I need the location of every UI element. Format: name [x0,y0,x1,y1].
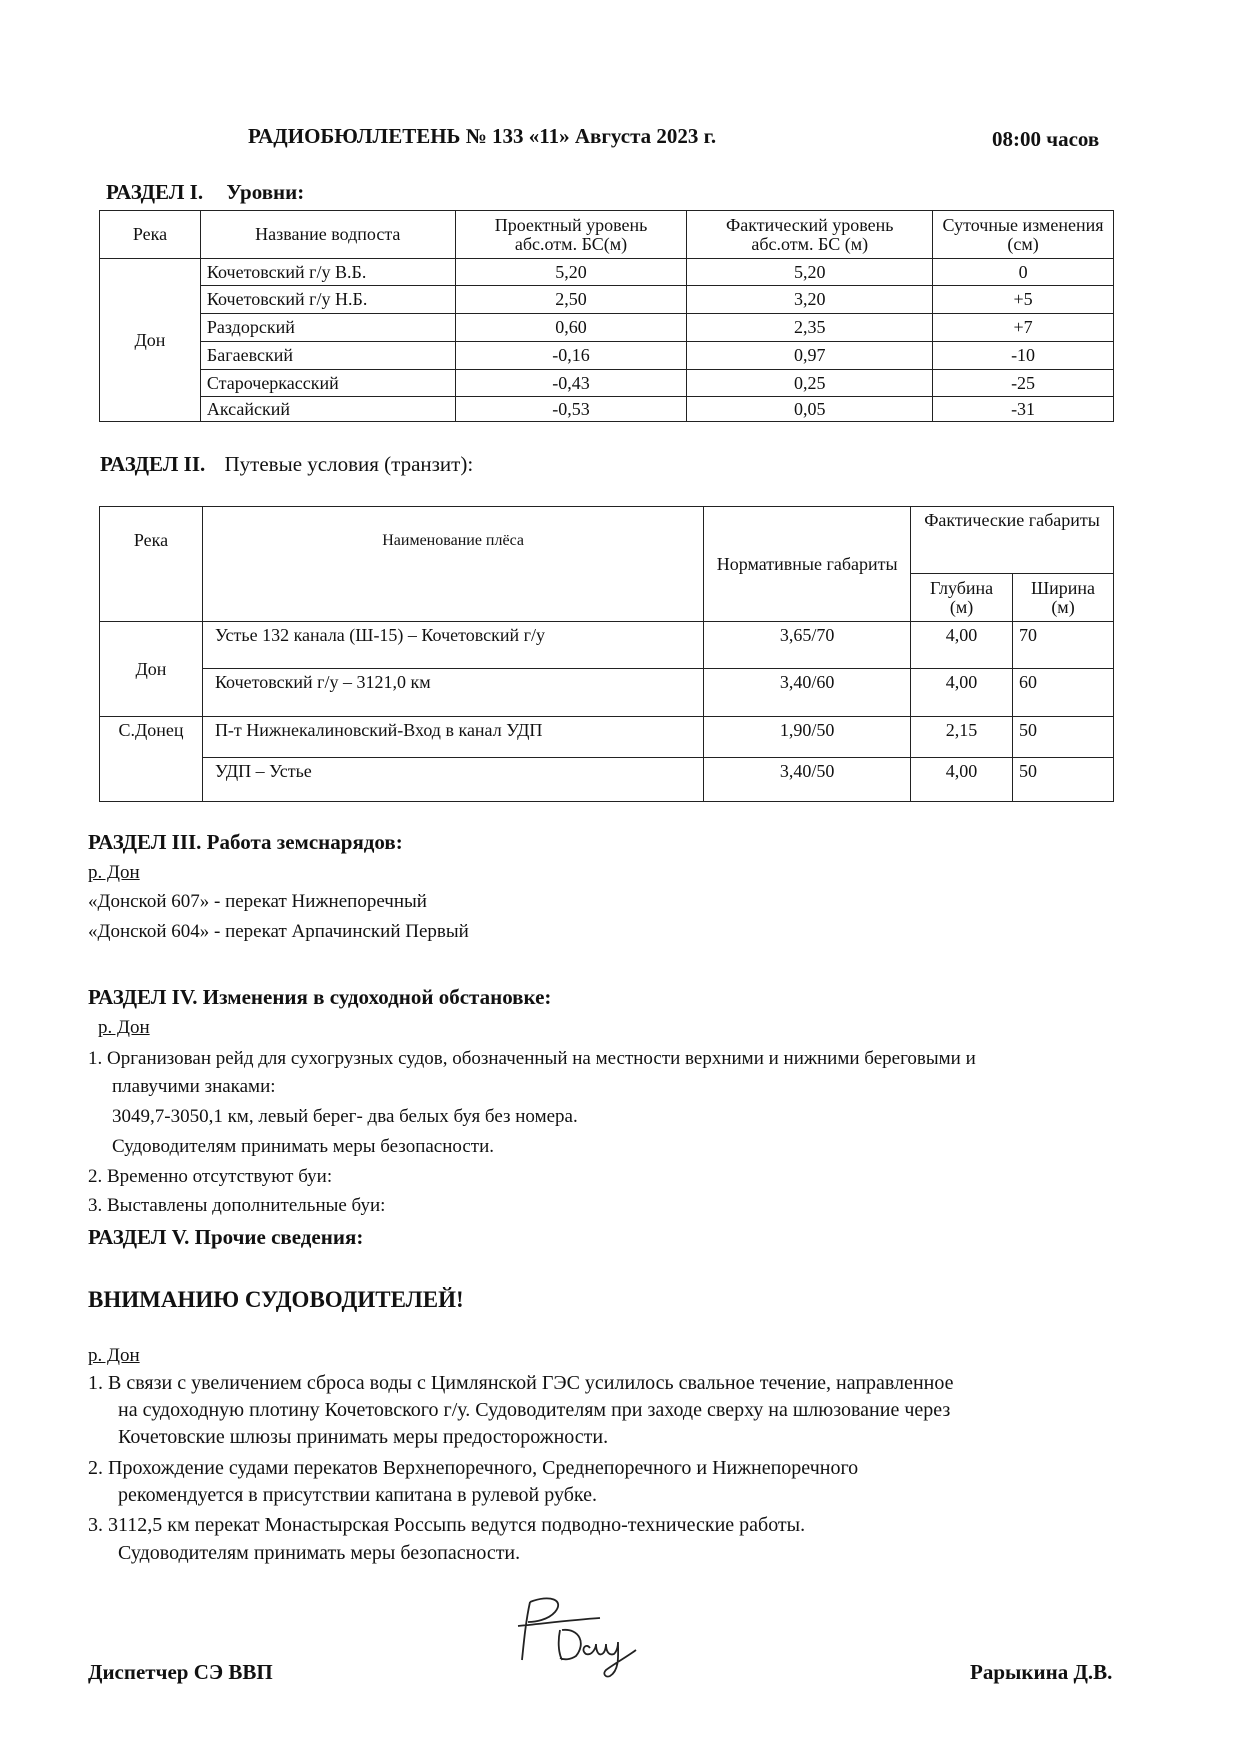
col-daily-change: Суточные изменения (см) [933,211,1114,259]
bulletin-time: 08:00 часов [992,127,1100,151]
attention-river: р. Дон [88,1345,140,1366]
col-width: Ширина (м) [1013,574,1114,622]
actual-level: 2,35 [687,314,933,342]
depth-value: 4,00 [911,758,1013,802]
section4-item1-line2: плавучими знаками: [112,1076,276,1097]
normative-value: 3,65/70 [704,622,911,669]
table-row [100,622,1114,669]
attention-item1-line3: Кочетовские шлюзы принимать меры предосторожности. [118,1426,609,1448]
section4-item1-line1: 1. Организован рейд для сухогрузных судов, обозначенный на местности верхними и нижними береговыми и [88,1048,976,1069]
levels-header-row [100,211,1114,259]
col-stretch: Наименование плёса [202,507,703,622]
design-level: -0,53 [455,397,687,422]
actual-level: 3,20 [687,286,933,314]
col-actual-level: Фактический уровень абс.отм. БС (м) [687,211,933,259]
daily-change: -25 [933,370,1114,397]
levels-table [99,210,1114,422]
section2-heading [100,452,473,477]
station-name: Кочетовский г/у Н.Б. [200,286,455,314]
section1-heading [106,180,304,205]
attention-item1-line2: на судоходную плотину Кочетовского г/у. Судоводителям при заходе сверху на шлюзование через [118,1399,951,1421]
table-row [100,370,1114,397]
daily-change: -10 [933,342,1114,370]
col-river: Река [100,507,203,622]
dispatcher-role: Диспетчер СЭ ВВП [88,1660,273,1684]
attention-item2-line1: 2. Прохождение судами перекатов Верхнепоречного, Среднепоречного и Нижнепоречного [88,1457,859,1479]
table-row [100,342,1114,370]
depth-value: 4,00 [911,669,1013,717]
actual-level: 5,20 [687,259,933,286]
daily-change: -31 [933,397,1114,422]
depth-value: 4,00 [911,622,1013,669]
width-value: 60 [1013,669,1114,717]
col-design-level: Проектный уровень абс.отм. БС(м) [455,211,687,259]
route-table [99,506,1114,802]
attention-item3-line1: 3. 3112,5 км перекат Монастырская Россыпь ведутся подводно-технические работы. [88,1514,806,1536]
station-name: Аксайский [200,397,455,422]
table-row [100,669,1114,717]
signature [510,1590,660,1685]
station-name: Раздорский [200,314,455,342]
normative-value: 3,40/60 [704,669,911,717]
width-value: 70 [1013,622,1114,669]
design-level: 5,20 [455,259,687,286]
design-level: -0,43 [455,370,687,397]
stretch-name: Кочетовский г/у – 3121,0 км [202,669,703,717]
dredger-line: «Донской 604» - перекат Арпачинский Первый [88,921,469,942]
actual-level: 0,97 [687,342,933,370]
attention-item2-line2: рекомендуется в присутствии капитана в рулевой рубке. [118,1484,597,1506]
section3-heading: РАЗДЕЛ III. Работа земснарядов: [88,830,403,854]
section1-title: Уровни: [226,180,305,204]
dredger-line: «Донской 607» - перекат Нижнепоречный [88,891,427,912]
section2-title: Путевые условия (транзит): [224,452,474,476]
stretch-name: П-т Нижнекалиновский-Вход в канал УДП [202,717,703,758]
section5-heading: РАЗДЕЛ V. Прочие сведения: [88,1225,364,1249]
river-cell: Дон [100,622,203,717]
col-normative: Нормативные габариты [704,507,911,622]
station-name: Кочетовский г/у В.Б. [200,259,455,286]
section4-item1-line3: 3049,7-3050,1 км, левый берег- два белых буя без номера. [112,1106,578,1127]
design-level: 2,50 [455,286,687,314]
section2-number: РАЗДЕЛ II. [100,452,206,476]
actual-level: 0,05 [687,397,933,422]
section1-number: РАЗДЕЛ I. [106,180,204,204]
col-station: Название водпоста [200,211,455,259]
section4-item1-line4: Судоводителям принимать меры безопасности. [112,1136,495,1157]
section4-river: р. Дон [98,1017,150,1038]
daily-change: +5 [933,286,1114,314]
section4-item3: 3. Выставлены дополнительные буи: [88,1195,386,1216]
table-row [100,758,1114,802]
station-name: Старочеркасский [200,370,455,397]
attention-item3-line2: Судоводителям принимать меры безопасности. [118,1542,521,1564]
attention-heading: ВНИМАНИЮ СУДОВОДИТЕЛЕЙ! [88,1287,464,1312]
route-header-row [100,507,1114,574]
actual-level: 0,25 [687,370,933,397]
dispatcher-name: Рарыкина Д.В. [970,1660,1113,1684]
station-name: Багаевский [200,342,455,370]
daily-change: 0 [933,259,1114,286]
table-row [100,717,1114,758]
normative-value: 1,90/50 [704,717,911,758]
design-level: -0,16 [455,342,687,370]
section4-item2: 2. Временно отсутствуют буи: [88,1166,333,1187]
attention-item1-line1: 1. В связи с увеличением сброса воды с Цимлянской ГЭС усилилось свальное течение, направленное [88,1372,954,1394]
bulletin-title: РАДИОБЮЛЛЕТЕНЬ № 133 «11» Августа 2023 г. [248,124,717,148]
river-cell: Дон [100,259,201,422]
table-row [100,314,1114,342]
section4-heading: РАЗДЕЛ IV. Изменения в судоходной обстановке: [88,985,552,1009]
width-value: 50 [1013,758,1114,802]
design-level: 0,60 [455,314,687,342]
width-value: 50 [1013,717,1114,758]
river-cell: С.Донец [100,717,203,802]
normative-value: 3,40/50 [704,758,911,802]
col-river: Река [100,211,201,259]
table-row [100,286,1114,314]
stretch-name: Устье 132 канала (Ш-15) – Кочетовский г/у [202,622,703,669]
daily-change: +7 [933,314,1114,342]
table-row [100,259,1114,286]
col-depth: Глубина (м) [911,574,1013,622]
section3-river: р. Дон [88,862,140,883]
table-row [100,397,1114,422]
stretch-name: УДП – Устье [202,758,703,802]
depth-value: 2,15 [911,717,1013,758]
col-actual: Фактические габариты [911,507,1114,574]
signature-drawing [510,1590,660,1680]
